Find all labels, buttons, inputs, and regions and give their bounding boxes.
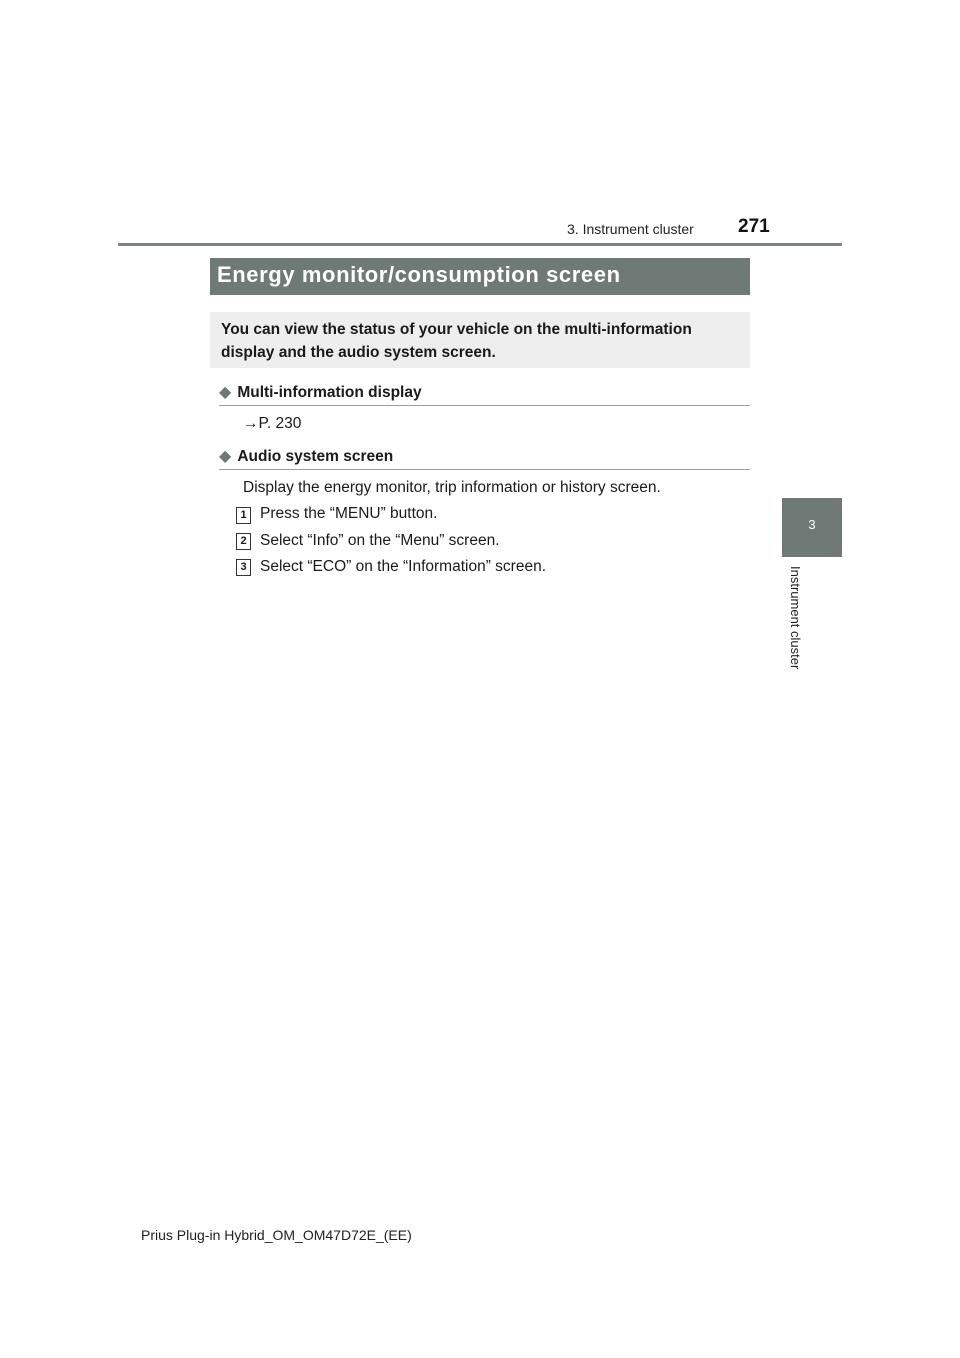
step-number-box: 3 bbox=[236, 559, 251, 576]
section-divider bbox=[219, 469, 750, 470]
step-text: Select “Info” on the “Menu” screen. bbox=[260, 532, 500, 549]
chapter-tab-label: Instrument cluster bbox=[788, 566, 803, 670]
intro-text: You can view the status of your vehicle on the multi-information display and the audio system screen. bbox=[221, 321, 692, 361]
section-description: Display the energy monitor, trip information or history screen. bbox=[243, 479, 661, 496]
section-heading-multi-information bbox=[219, 382, 422, 402]
step-text: Press the “MENU” button. bbox=[260, 505, 438, 522]
header-section-title: 3. Instrument cluster bbox=[567, 221, 694, 237]
chapter-tab-number: 3 bbox=[808, 517, 816, 532]
header-divider bbox=[118, 243, 842, 246]
step-number-box: 1 bbox=[236, 507, 251, 524]
diamond-bullet-icon: ◆ bbox=[219, 448, 232, 465]
section-heading-text: Multi-information display bbox=[237, 384, 422, 401]
section-heading-audio-system bbox=[219, 446, 393, 466]
diamond-bullet-icon: ◆ bbox=[219, 384, 232, 401]
page-title: Energy monitor/consumption screen bbox=[217, 262, 621, 287]
step-text: Select “ECO” on the “Information” screen. bbox=[260, 558, 547, 575]
step-number-box: 2 bbox=[236, 533, 251, 550]
section-divider bbox=[219, 405, 750, 406]
page-reference-text: P. 230 bbox=[258, 415, 302, 432]
arrow-icon: → bbox=[243, 415, 259, 432]
footer-document-id: Prius Plug-in Hybrid_OM_OM47D72E_(EE) bbox=[141, 1227, 412, 1243]
page-reference[interactable] bbox=[243, 415, 301, 433]
page-number: 271 bbox=[738, 216, 770, 237]
section-heading-text: Audio system screen bbox=[237, 448, 394, 465]
